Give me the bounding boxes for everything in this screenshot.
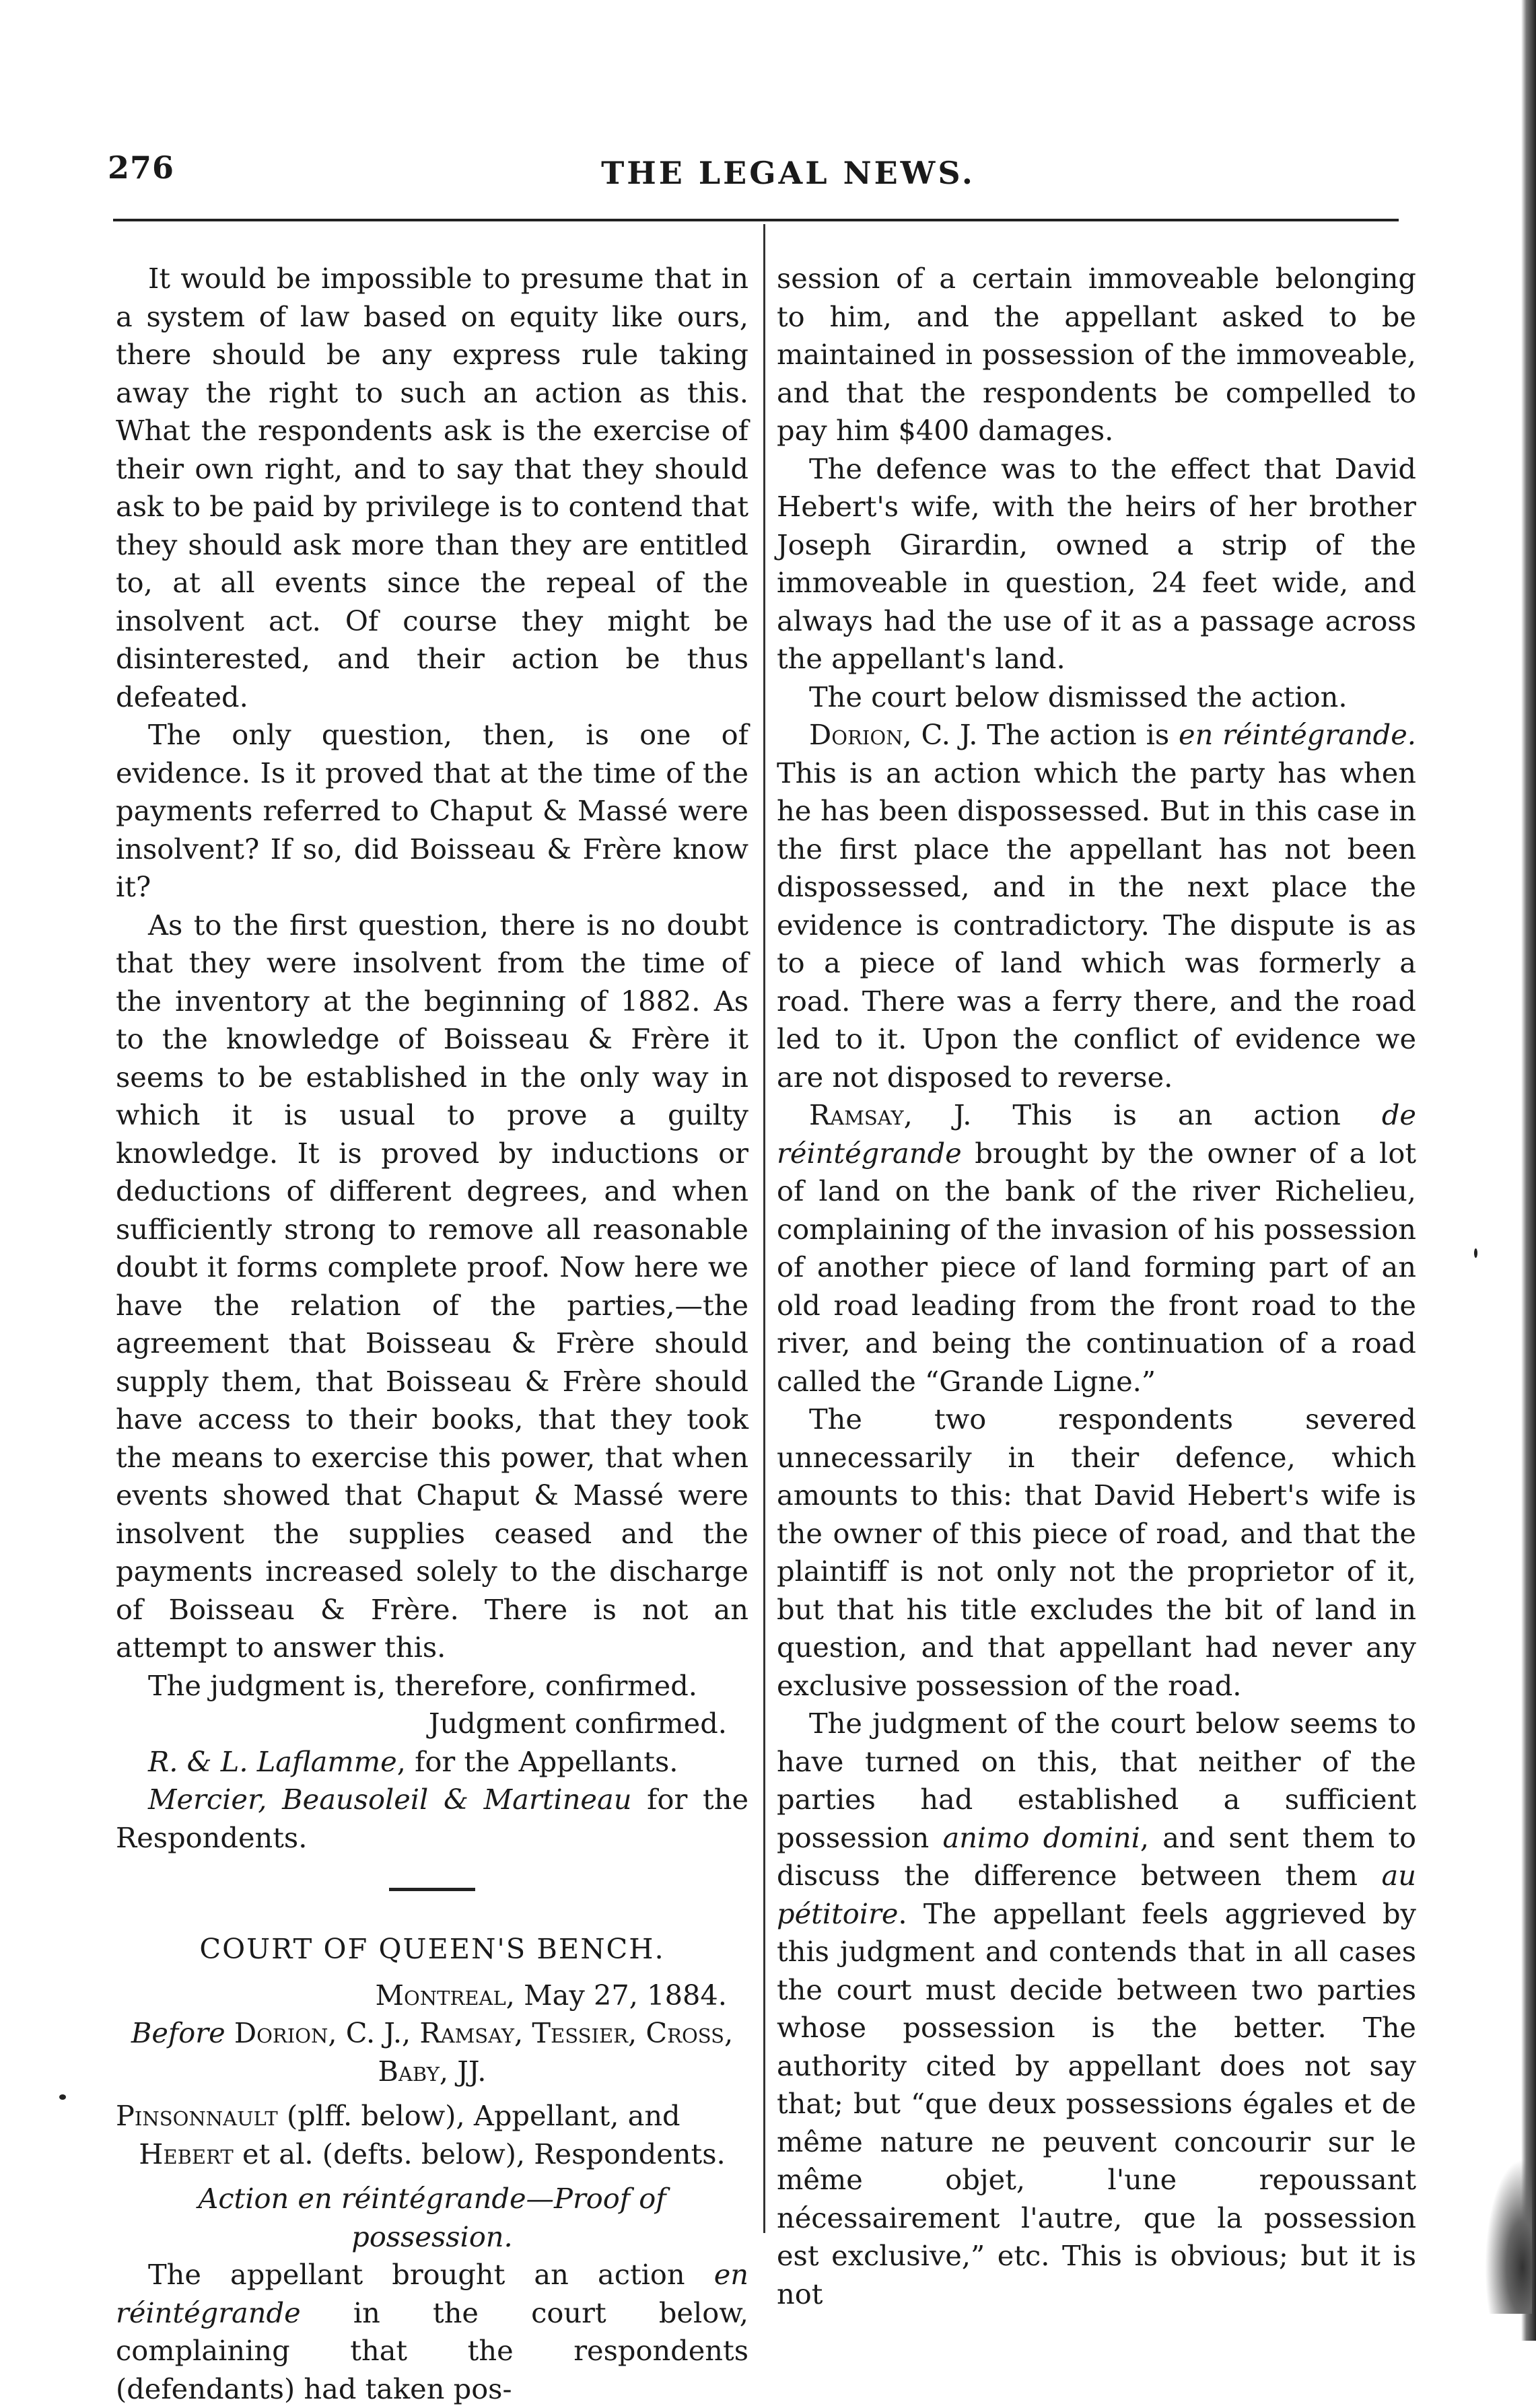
party-respondents — [116, 2135, 748, 2174]
judgment-confirmed: Judgment confirmed. — [428, 1707, 727, 1740]
paragraph — [116, 2256, 748, 2408]
before-label: Before — [131, 2016, 225, 2049]
counsel-appellants-role: , for the Appellants. — [396, 1744, 678, 1778]
paragraph: The only question, then, is one of evidence. Is it proved that at the time of the payments referred to Chaput & Massé were insolvent? If so, did Boisseau & Frère know it? — [116, 718, 748, 903]
paragraph — [777, 1705, 1416, 2313]
judges-puisne: Ramsay, Tessier, Cross, Baby — [378, 2016, 734, 2088]
text-run-italic: animo domini — [942, 1820, 1140, 1854]
text-run-italic: au pétitoire — [777, 1859, 1416, 1930]
paragraph — [777, 1096, 1416, 1401]
counsel-appellants — [116, 1743, 748, 1781]
text-run: The appellant brought an action — [148, 2258, 714, 2291]
counsel-respondents — [116, 1781, 748, 1857]
judge-name: Dorion — [809, 718, 903, 751]
text-run: This is an action which the party has when he has been dispossessed. But in this case in the first place the appellant has not been dispossessed, and in the next place the evidence is contradictory. The dispute is as to a piece of land which was formerly a road. There was a ferry there, and the road led to it. Upon the conflict of evidence we are not disposed to reverse. — [777, 756, 1416, 1094]
text-run-italic: en réintégrande — [116, 2258, 748, 2329]
date: , May 27, 1884. — [505, 1978, 727, 2012]
party-appellant — [116, 2097, 748, 2135]
judge-name: Ramsay — [809, 1098, 904, 1131]
respondent-role: et al. (defts. below), Respondents. — [233, 2137, 726, 2170]
text-run: , C. J. The action is — [903, 718, 1179, 751]
text-run-italic: de réintégrande — [777, 1098, 1416, 1170]
judgment-line: The judgment is, therefore, confirmed. — [148, 1668, 697, 1702]
paragraph — [777, 716, 1416, 1096]
court-heading: COURT OF QUEEN'S BENCH. — [199, 1932, 665, 1965]
judge-title-jj: , JJ. — [439, 2054, 487, 2088]
text-run: brought by the owner of a lot of land on the bank of the river Richelieu, complaining of the invasion of his possession of another piece of land forming part of an old road leading from the front road to the river, and being the continuation of a road called the “Grande Ligne.” — [777, 1136, 1416, 1398]
text-run-italic: en réintégrande. — [1179, 718, 1416, 751]
counsel-respondents-role: for the Respondents. — [116, 1783, 749, 1854]
judge-dorion: Dorion — [234, 2016, 328, 2049]
text-run: , J. This is an action — [903, 1098, 1382, 1131]
journal-title: THE LEGAL NEWS. — [601, 155, 975, 191]
respondent-name: Hebert — [139, 2137, 234, 2170]
column-divider — [763, 224, 765, 2233]
paragraph: The defence was to the effect that David Hebert's wife, with the heirs of her brother Joseph Girardin, owned a strip of the immoveable in question, 24 feet wide, and always had the use of it as a passage across the appellant's land. — [777, 452, 1416, 675]
paragraph: It would be impossible to presume that in a system of law based on equity like ours, there should be any express rule taking away the right to such an action as this. What the respondents ask is the exercise of their own right, and to say that they should ask to be paid by privilege is to contend that they should ask more than they are entitled to, at all events since the repeal of the insolvent act. Of course they might be disinterested, and their action be thus defeated. — [116, 262, 748, 713]
place-date — [116, 1977, 748, 2015]
counsel-appellants-name: R. & L. Laflamme — [148, 1744, 397, 1778]
paragraph: session of a certain immoveable belonging to him, and the appellant asked to be maintained in possession of the immoveable, and that the respondents be compelled to pay him $400 damages. — [777, 262, 1416, 447]
appellant-name: Pinsonnault — [116, 2099, 278, 2132]
right-column — [777, 260, 1416, 2313]
margin-mark — [59, 2094, 66, 2100]
scan-speck — [1485, 2159, 1532, 2314]
section-separator — [389, 1888, 475, 1891]
paragraph: The court below dismissed the action. — [809, 680, 1348, 713]
text-run: in the court below, complaining that the respondents (defendants) had taken pos- — [116, 2296, 748, 2405]
paragraph: As to the first question, there is no doubt that they were insolvent from the time of the inventory at the beginning of 1882. As to the knowledge of Boisseau & Frère it seems to be established in the only way in which it is usual to prove a guilty knowledge. It is proved by inductions or deductions of different degrees, and when sufficiently strong to remove all reasonable doubt it forms complete proof. Now here we have the relation of the parties,—the agreement that Boisseau & Frère should supply them, that Boisseau & Frère should have access to their books, that they took the means to exercise this power, that when events showed that Chaput & Massé were insolvent the supplies ceased and the payments increased solely to the discharge of Boisseau & Frère. There is not an attempt to answer this. — [116, 908, 748, 1664]
headnote: Action en réintégrande—Proof of possession. — [198, 2182, 666, 2253]
text-run: , and sent them to discuss the difference between them — [777, 1820, 1416, 1892]
margin-mark — [1474, 1248, 1477, 1258]
text-run: . The appellant feels aggrieved by this judgment and contends that in all cases the court must decide between two parties whose possession is the better. The authority cited by appellant does not say that; but “que deux possessions égales et de même nature ne peuvent concourir sur le même objet, l'une repoussant nécessairement l'autre, que la possession est exclusive,” etc. This is obvious; but it is not — [777, 1897, 1416, 2310]
bench-judges — [116, 2014, 748, 2090]
left-column — [116, 260, 748, 2408]
paragraph: The two respondents severed unnecessarily in their defence, which amounts to this: that David Hebert's wife is the owner of this piece of road, and that the plaintiff is not only not the proprietor of it, but that his title excludes the bit of land in question, and that appellant had never any exclusive possession of the road. — [777, 1403, 1416, 1702]
appellant-role: (plff. below), Appellant, and — [277, 2099, 680, 2132]
page-number: 276 — [108, 149, 175, 186]
text-run: The judgment of the court below seems to have turned on this, that neither of the parties had established a sufficient possession — [777, 1707, 1416, 1854]
counsel-respondents-name: Mercier, Beausoleil & Martineau — [148, 1783, 632, 1816]
judge-title-cj: , C. J., — [328, 2016, 420, 2049]
place-city: Montreal — [375, 1978, 506, 2012]
scan-edge-shadow — [1521, 0, 1536, 2341]
header-rule — [113, 219, 1399, 221]
